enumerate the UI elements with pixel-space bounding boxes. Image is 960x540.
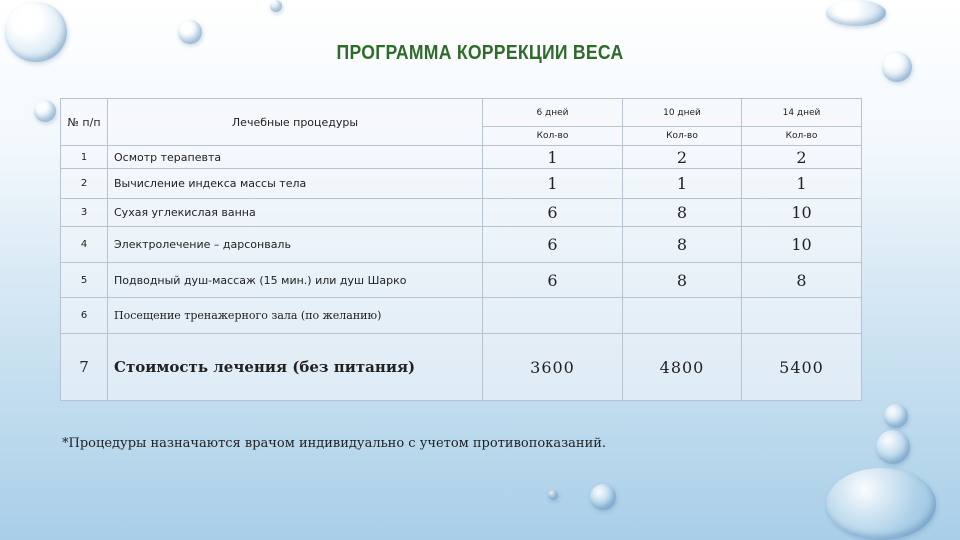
total-cost-value: 4800 — [623, 334, 742, 401]
total-cost-value: 3600 — [483, 334, 623, 401]
qty-cell — [483, 298, 623, 334]
col-procedures-header: Лечебные процедуры — [108, 99, 483, 146]
qty-cell: 1 — [483, 169, 623, 199]
water-drop-decoration — [884, 404, 908, 428]
water-drop-decoration — [34, 100, 56, 122]
row-number: 1 — [61, 146, 108, 169]
total-cost-label: Стоимость лечения (без питания) — [108, 334, 483, 401]
water-drop-decoration — [548, 490, 558, 500]
table-row — [61, 298, 862, 334]
qty-cell: 1 — [483, 146, 623, 169]
qty-cell: 10 — [742, 227, 862, 263]
procedure-name: Электролечение – дарсонваль — [108, 227, 483, 263]
table-row — [61, 227, 862, 263]
qty-cell — [623, 298, 742, 334]
qty-cell: 8 — [623, 227, 742, 263]
table-row — [61, 199, 862, 227]
duration-header: 14 дней — [742, 99, 862, 127]
water-drop-decoration — [590, 484, 616, 510]
procedure-name: Посещение тренажерного зала (по желанию) — [108, 298, 483, 334]
row-number: 5 — [61, 263, 108, 298]
water-drop-decoration — [876, 430, 910, 464]
qty-cell: 1 — [742, 169, 862, 199]
page-title: ПРОГРАММА КОРРЕКЦИИ ВЕСА — [336, 42, 624, 64]
table-header-row — [61, 99, 862, 127]
qty-cell: 8 — [623, 263, 742, 298]
qty-cell: 6 — [483, 199, 623, 227]
water-drop-decoration — [270, 0, 282, 12]
procedure-name: Вычисление индекса массы тела — [108, 169, 483, 199]
procedure-name: Осмотр терапевта — [108, 146, 483, 169]
qty-header: Кол-во — [742, 127, 862, 146]
qty-cell: 2 — [742, 146, 862, 169]
procedure-name: Сухая углекислая ванна — [108, 199, 483, 227]
qty-cell: 2 — [623, 146, 742, 169]
table-row — [61, 146, 862, 169]
qty-cell: 8 — [742, 263, 862, 298]
row-number: 4 — [61, 227, 108, 263]
qty-cell: 10 — [742, 199, 862, 227]
table-row — [61, 263, 862, 298]
water-drop-decoration — [826, 468, 936, 540]
footnote: *Процедуры назначаются врачом индивидуально с учетом противопоказаний. — [62, 436, 607, 451]
table-row — [61, 169, 862, 199]
duration-header: 10 дней — [623, 99, 742, 127]
water-drop-decoration — [826, 0, 886, 26]
qty-cell: 6 — [483, 263, 623, 298]
col-number-header: № п/п — [61, 99, 108, 146]
qty-cell: 1 — [623, 169, 742, 199]
qty-cell: 6 — [483, 227, 623, 263]
duration-header: 6 дней — [483, 99, 623, 127]
row-number: 7 — [61, 334, 108, 401]
row-number: 3 — [61, 199, 108, 227]
qty-cell — [742, 298, 862, 334]
qty-header: Кол-во — [483, 127, 623, 146]
water-drop-decoration — [178, 20, 202, 44]
procedure-name: Подводный душ-массаж (15 мин.) или душ Шарко — [108, 263, 483, 298]
total-cost-value: 5400 — [742, 334, 862, 401]
total-row — [61, 334, 862, 401]
row-number: 6 — [61, 298, 108, 334]
qty-cell: 8 — [623, 199, 742, 227]
row-number: 2 — [61, 169, 108, 199]
procedures-table — [60, 98, 862, 401]
qty-header: Кол-во — [623, 127, 742, 146]
